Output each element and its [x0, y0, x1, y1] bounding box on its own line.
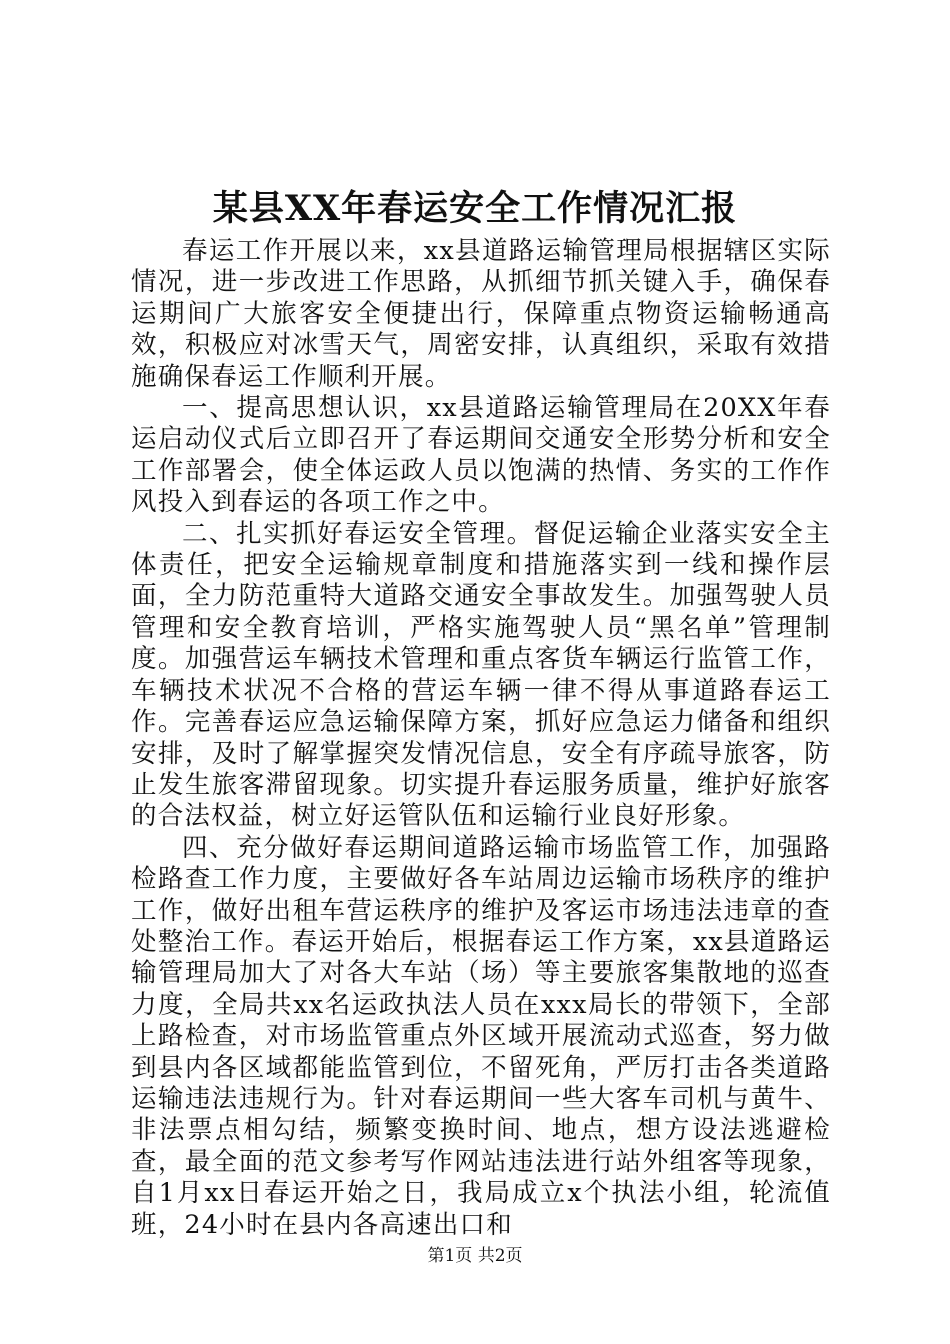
- document-body: [131, 236, 831, 1241]
- paragraph-section-4: 四、充分做好春运期间道路运输市场监管工作，加强路检路查工作力度，主要做好各车站周边运输市场秩序的维护工作，做好出租车营运秩序的维护及客运市场违法违章的查处整治工作。春运开始后，根据春运工作方案，xx县道路运输管理局加大了对各大车站（场）等主要旅客集散地的巡查力度，全局共xx名运政执法人员在xxx局长的带领下，全部上路检查，对市场监管重点外区域开展流动式巡查，努力做到县内各区域都能监管到位，不留死角，严厉打击各类道路运输违法违规行为。针对春运期间一些大客车司机与黄牛、非法票点相勾结，频繁变换时间、地点，想方设法逃避检查，最全面的范文参考写作网站违法进行站外组客等现象，自1月xx日春运开始之日，我局成立x个执法小组，轮流值班，24小时在县内各高速出口和: [131, 832, 831, 1240]
- page-number-footer: 第1页 共2页: [427, 1246, 523, 1266]
- paragraph-section-2: 二、扎实抓好春运安全管理。督促运输企业落实安全主体责任，把安全运输规章制度和措施落实到一线和操作层面，全力防范重特大道路交通安全事故发生。加强驾驶人员管理和安全教育培训，严格实施驾驶人员“黑名单”管理制度。加强营运车辆技术管理和重点客货车辆运行监管工作，车辆技术状况不合格的营运车辆一律不得从事道路春运工作。完善春运应急运输保障方案，抓好应急运力储备和组织安排，及时了解掌握突发情况信息，安全有序疏导旅客，防止发生旅客滞留现象。切实提升春运服务质量，维护好旅客的合法权益，树立好运管队伍和运输行业良好形象。: [131, 518, 831, 832]
- paragraph-section-1: 一、提高思想认识，xx县道路运输管理局在20XX年春运启动仪式后立即召开了春运期间交通安全形势分析和安全工作部署会，使全体运政人员以饱满的热情、务实的工作作风投入到春运的各项工作之中。: [131, 393, 831, 518]
- document-title: 某县XX年春运安全工作情况汇报: [212, 188, 738, 229]
- paragraph-intro: 春运工作开展以来，xx县道路运输管理局根据辖区实际情况，进一步改进工作思路，从抓细节抓关键入手，确保春运期间广大旅客安全便捷出行，保障重点物资运输畅通高效，积极应对冰雪天气，周密安排，认真组织，采取有效措施确保春运工作顺利开展。: [131, 236, 831, 392]
